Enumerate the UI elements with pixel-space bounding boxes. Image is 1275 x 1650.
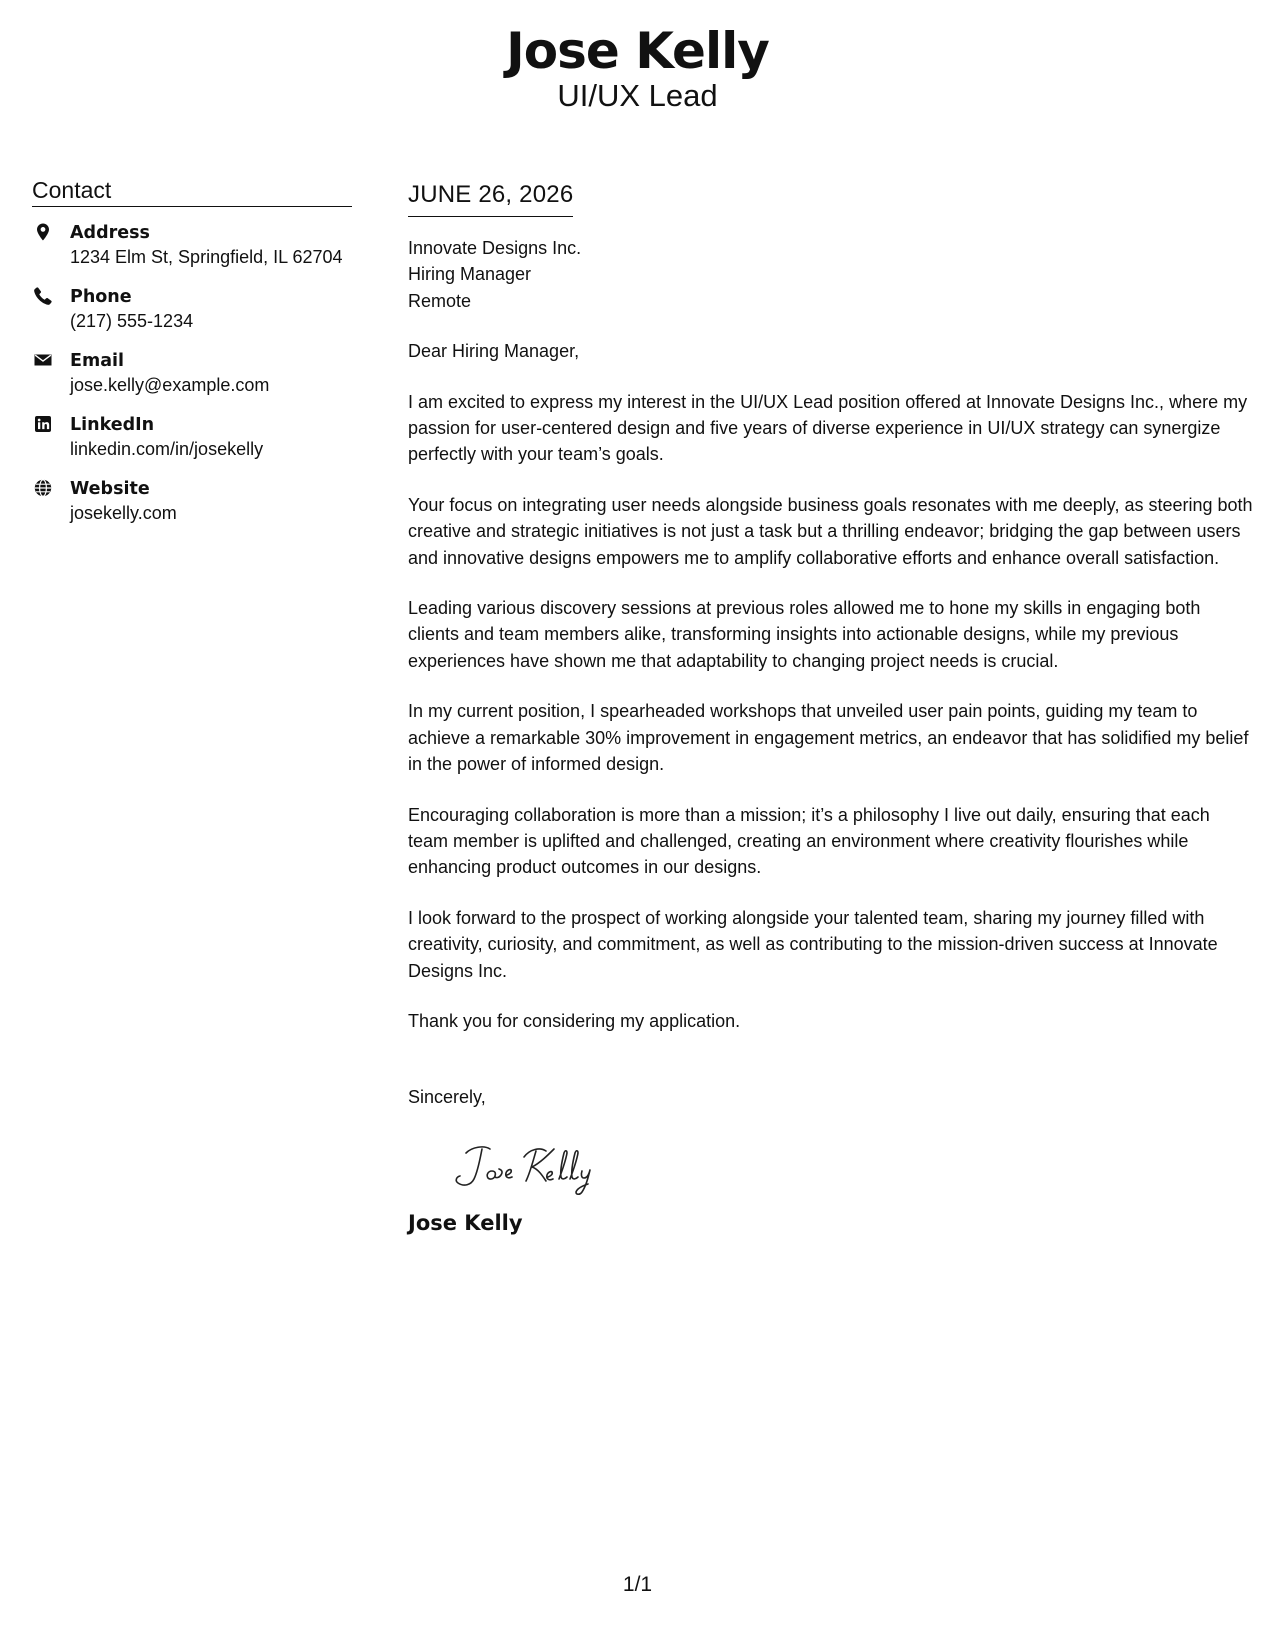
applicant-name: Jose Kelly: [506, 22, 769, 80]
letter-paragraph: Leading various discovery sessions at previous roles allowed me to hone my skills in engaging both clients and team members alike, transforming insights into actionable designs, while my previous experiences have shown me that adaptability to changing project needs is crucial.: [408, 598, 1201, 671]
contact-item-address: [32, 221, 352, 269]
recipient-contact: Hiring Manager: [408, 264, 532, 285]
email-value: jose.kelly@example.com: [70, 375, 270, 395]
contact-label: LinkedIn: [70, 415, 155, 435]
recipient-block: [408, 235, 1253, 314]
address-value: 1234 Elm St, Springfield, IL 62704: [70, 247, 343, 267]
recipient-location: Remote: [408, 290, 472, 311]
letter-paragraph: In my current position, I spearheaded workshops that unveiled user pain points, guiding my team to achieve a remarkable 30% improvement in engagement metrics, an endeavor that has solidified my belief in the power of informed design.: [408, 701, 1249, 775]
letter-paragraph: Thank you for considering my application.: [408, 1010, 741, 1031]
letter-paragraph: Encouraging collaboration is more than a mission; it’s a philosophy I live out daily, ensuring that each team member is uplifted and challenged, creating an environment where creativity flourishes while enhancing product outcomes in our designs.: [408, 804, 1210, 878]
contact-item-email: [32, 349, 352, 397]
closing: Sincerely,: [408, 1087, 486, 1108]
globe-icon: [33, 478, 53, 498]
contact-label: Website: [70, 479, 150, 499]
recipient-company: Innovate Designs Inc.: [408, 238, 582, 258]
applicant-job-title: UI/UX Lead: [557, 78, 718, 113]
contact-label: Phone: [70, 287, 132, 307]
letter-date: JUNE 26, 2026: [408, 180, 573, 217]
contact-label: Address: [70, 223, 150, 243]
contact-sidebar: [32, 176, 352, 541]
page-number: 1/1: [622, 1573, 653, 1596]
contact-item-website: [32, 477, 352, 525]
contact-item-linkedin: [32, 413, 352, 461]
letter-header: [0, 22, 1275, 114]
contact-label: Email: [70, 351, 124, 371]
letter-paragraph: I look forward to the prospect of working alongside your talented team, sharing my journey filled with creativity, curiosity, and commitment, as well as contributing to the mission-driven success at Innovate Designs Inc.: [408, 907, 1218, 981]
contact-item-phone: [32, 285, 352, 333]
envelope-icon: [33, 350, 53, 370]
website-value: josekelly.com: [70, 503, 177, 523]
contact-heading: Contact: [32, 176, 352, 207]
linkedin-icon: [33, 414, 53, 434]
phone-icon: [33, 286, 53, 306]
letter-body: [408, 180, 1253, 1237]
location-pin-icon: [33, 222, 53, 242]
letter-paragraph: Your focus on integrating user needs alongside business goals resonates with me deeply, as steering both creative and strategic initiatives is not just a task but a thrilling endeavor; bridging the gap between users and innovative designs empowers me to amplify collaborative efforts and enhance overall satisfaction.: [408, 494, 1253, 568]
salutation: Dear Hiring Manager,: [408, 341, 580, 362]
letter-paragraph: I am excited to express my interest in the UI/UX Lead position offered at Innovate Designs Inc., where my passion for user-centered design and five years of diverse experience in UI/UX strategy can synergize perfectly with your team’s goals.: [408, 391, 1248, 465]
handwritten-signature: [452, 1135, 1253, 1199]
phone-value: (217) 555-1234: [70, 311, 194, 331]
linkedin-value: linkedin.com/in/josekelly: [70, 439, 264, 459]
signer-name: Jose Kelly: [408, 1210, 523, 1235]
